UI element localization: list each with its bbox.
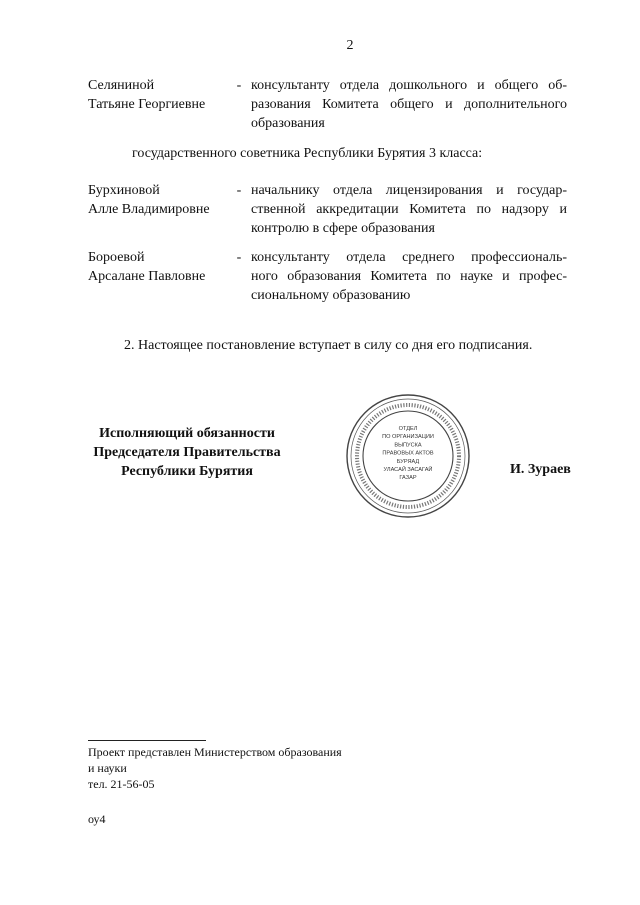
position-line: консультанту отдела среднего профессиональ- [251,250,567,265]
dash-separator: - [236,78,242,93]
position-line: ного образования Комитета по науке и профес- [251,269,567,284]
position-line: сиональному образованию [251,288,411,303]
position-line: контролю в сфере образования [251,221,435,236]
signer-title [82,424,292,481]
stamp-text-line: БУРЯАД [396,458,420,465]
assignee-given-names: Татьяне Георгиевне [88,97,206,112]
position-line: консультанту отдела дошкольного и общего об- [251,78,567,93]
stamp-text-line: ВЫПУСКА [394,442,422,449]
assignee-surname: Селяниной [88,78,155,93]
official-seal-stamp [345,393,471,519]
assignee-surname: Бороевой [88,250,145,265]
dash-separator: - [236,250,242,265]
footnote-phone: тел. 21-56-05 [88,777,155,791]
assignee-name [88,76,238,114]
rank-heading: государственного советника Республики Бурятия 3 класса: [132,146,483,161]
assignee-position [251,248,567,305]
stamp-text-line: УЛАСАЙ ЗАСАГАЙ [383,467,433,473]
stamp-text-line: ГАЗАР [399,475,417,482]
footnote [88,744,342,792]
signer-name: И. Зураев [510,462,571,477]
signer-title-line: Председателя Правительства [93,445,281,460]
assignee-given-names: Арсалане Павловне [88,269,206,284]
signer-title-line: Республики Бурятия [121,464,253,479]
footnote-line: Проект представлен Министерством образования [88,745,342,759]
position-line: начальнику отдела лицензирования и государ- [251,183,567,198]
page-number: 2 [346,38,354,53]
assignee-position [251,181,567,238]
stamp-text-line: ПРАВОВЫХ АКТОВ [382,450,434,457]
position-line: ственной аккредитации Комитета по надзору и [251,202,567,217]
assignee-surname: Бурхиновой [88,183,160,198]
stamp-text-line: ОТДЕЛ [398,426,418,432]
position-line: образования [251,116,325,131]
position-line: разования Комитета общего и дополнительного [251,97,567,112]
footnote-divider [88,740,206,741]
assignee-given-names: Алле Владимировне [88,202,210,217]
stamp-text-line: ПО ОРГАНИЗАЦИИ [382,434,434,441]
assignee-name [88,248,238,286]
assignee-name [88,181,238,219]
footnote-line: и науки [88,761,127,775]
document-code: оу4 [88,812,106,826]
signer-title-line: Исполняющий обязанности [99,426,275,441]
assignee-position [251,76,567,133]
clause-effective-date: 2. Настоящее постановление вступает в силу со дня его подписания. [124,338,533,353]
dash-separator: - [236,183,242,198]
